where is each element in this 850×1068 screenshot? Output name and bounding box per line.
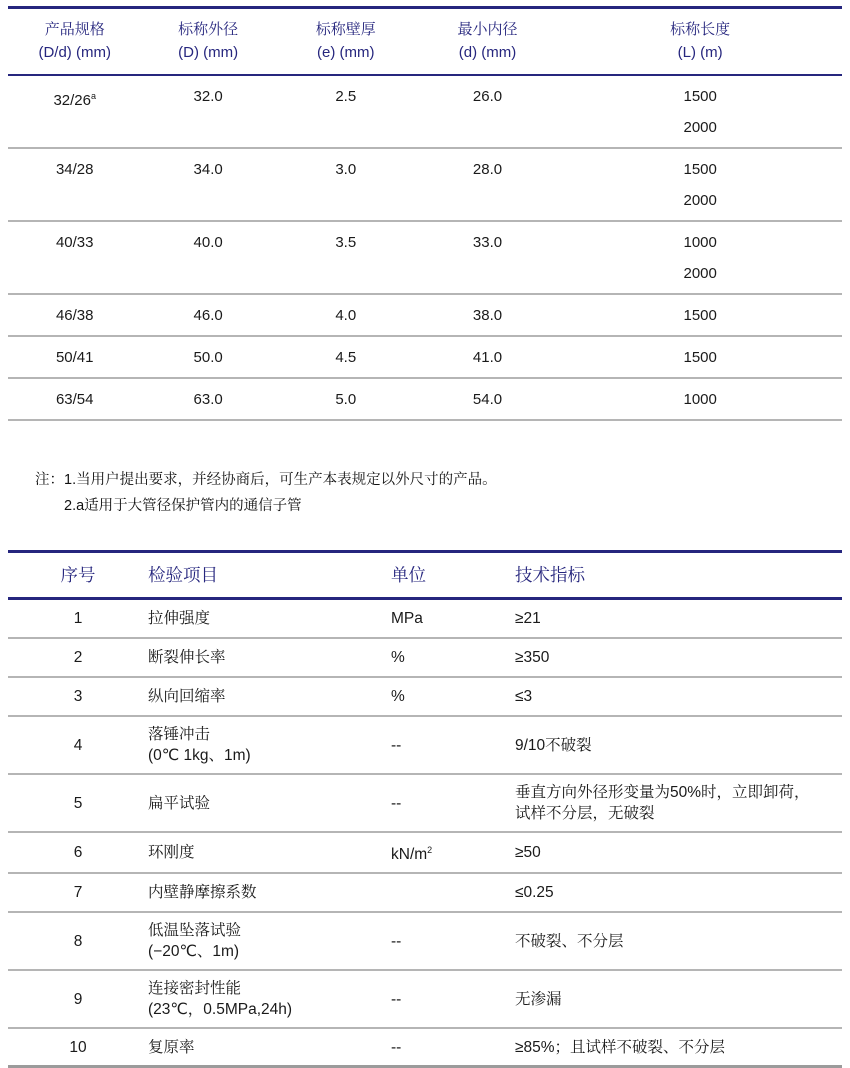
unit-value: MPa: [391, 610, 423, 627]
serial-no: 7: [73, 884, 83, 902]
spec-value: 34/28: [55, 161, 94, 178]
id-cell: 28.0: [472, 161, 503, 178]
unit-value: %: [391, 688, 405, 705]
test-item: [148, 686, 391, 707]
col-header-line2: (D/d) (mm): [38, 44, 111, 61]
test-item-condition: (−20℃、1m): [148, 943, 240, 961]
spec-value: 46/38: [55, 307, 94, 324]
technical-index-line1: ≥350: [515, 649, 550, 666]
serial-no: 4: [73, 736, 83, 754]
serial-no: 1: [73, 610, 83, 627]
table-row: [8, 913, 842, 971]
footnote-line-2: 2.a适用于大管径保护管内的通信子管: [64, 498, 302, 514]
spec-footnote-marker: a: [90, 91, 96, 101]
length-value: 1000: [683, 234, 717, 251]
length-cell: [558, 342, 842, 373]
spec-cell: [8, 342, 141, 373]
col-header-product-spec: [8, 18, 141, 64]
col-header-line2: (e) (mm): [317, 44, 375, 61]
col-header-line1: 标称长度: [670, 21, 731, 38]
length-cell: [558, 81, 842, 143]
col-header-serial-no: 序号: [60, 565, 96, 585]
col-header-line1: 产品规格: [44, 21, 105, 38]
table-row: [8, 717, 842, 775]
serial-no: 5: [73, 794, 83, 812]
length-value: 1500: [683, 161, 717, 178]
technical-index: [515, 931, 842, 952]
col-header-line2: (L) (m): [677, 44, 723, 61]
id-cell: 26.0: [472, 88, 503, 105]
length-value: 1500: [683, 88, 717, 105]
col-header-outer-diameter: [141, 18, 274, 64]
test-item: [148, 920, 391, 962]
col-header-line1: 标称外径: [178, 21, 239, 38]
technical-index: [515, 608, 842, 629]
technical-index-line1: ≥50: [515, 844, 541, 862]
id-cell: 33.0: [472, 234, 503, 251]
test-item: [148, 882, 391, 903]
id-cell: 54.0: [472, 391, 503, 408]
technical-index: [515, 782, 842, 824]
footnote-lines: [64, 467, 497, 519]
test-item-name: 断裂伸长率: [148, 649, 226, 666]
length-cell: [558, 300, 842, 331]
technical-index-line1: 无渗漏: [515, 990, 562, 1008]
length-cell: [558, 154, 842, 216]
od-cell: 34.0: [193, 161, 223, 178]
col-header-test-item: 检验项目: [148, 565, 218, 585]
unit: [391, 989, 515, 1010]
col-header-line2: (d) (mm): [458, 44, 517, 61]
table-row: [8, 337, 842, 379]
table-row: [8, 833, 842, 874]
length-value: 2000: [683, 265, 717, 282]
test-item-condition: (23℃，0.5MPa,24h): [148, 1001, 293, 1019]
serial-no: 9: [73, 990, 83, 1008]
col-header-wall-thickness: [275, 18, 417, 64]
product-spec-table: [8, 6, 842, 421]
unit-value: --: [391, 990, 402, 1008]
test-item: [148, 724, 391, 766]
unit: [391, 686, 515, 707]
spec-value: 32/26: [53, 92, 91, 109]
length-value: 1500: [683, 307, 717, 324]
unit: [391, 793, 515, 814]
table-row: [8, 775, 842, 833]
table-row: [8, 1029, 842, 1068]
spec-cell: [8, 227, 141, 289]
test-item: [148, 842, 391, 863]
length-value: 2000: [683, 192, 717, 209]
od-cell: 32.0: [193, 88, 223, 105]
col-header-unit: 单位: [391, 565, 426, 585]
technical-index: [515, 686, 842, 707]
od-cell: 40.0: [193, 234, 223, 251]
technical-index-line1: 不破裂、不分层: [515, 932, 624, 950]
test-item: [148, 647, 391, 668]
technical-index-line1: ≥21: [515, 610, 541, 627]
length-value: 1500: [683, 349, 717, 366]
test-item-name: 拉伸强度: [148, 610, 211, 627]
table-row: [8, 678, 842, 717]
test-item: [148, 793, 391, 814]
footnote-line-1: 1.当用户提出要求，并经协商后，可生产本表规定以外尺寸的产品。: [64, 472, 497, 488]
col-header-line1: 标称壁厚: [315, 21, 376, 38]
length-value: 1000: [683, 391, 717, 408]
test-item-name: 环刚度: [148, 844, 195, 862]
col-header-technical-index: 技术指标: [515, 565, 585, 585]
technical-index: [515, 842, 842, 863]
unit-value: --: [391, 1038, 402, 1056]
serial-no: 3: [73, 688, 83, 705]
unit: [391, 1037, 515, 1058]
unit: [391, 931, 515, 952]
test-item-name: 内壁静摩擦系数: [148, 884, 257, 902]
unit: [391, 840, 515, 865]
technical-index-line2: 试样不分层，无破裂: [515, 805, 655, 822]
length-cell: [558, 227, 842, 289]
serial-no: 10: [69, 1038, 87, 1056]
technical-index-line1: ≥85%；且试样不破裂、不分层: [515, 1038, 726, 1056]
unit-value: --: [391, 932, 402, 950]
col-header-line2: (D) (mm): [178, 44, 239, 61]
test-item: [148, 608, 391, 629]
test-item: [148, 978, 391, 1020]
table-row: [8, 600, 842, 639]
col-header-min-inner-diameter: [417, 18, 559, 64]
id-cell: 41.0: [472, 349, 503, 366]
table-row: [8, 76, 842, 149]
wall-cell: 4.5: [335, 349, 357, 366]
wall-cell: 5.0: [335, 391, 357, 408]
test-item-name: 落锤冲击: [148, 726, 211, 743]
technical-index: [515, 735, 842, 756]
technical-index-line1: ≤0.25: [515, 884, 554, 902]
technical-index: [515, 647, 842, 668]
test-item-condition: (0℃ 1kg、1m): [148, 747, 251, 764]
test-item-name: 连接密封性能: [148, 980, 242, 998]
product-spec-table-header: [8, 9, 842, 76]
table-row: [8, 379, 842, 421]
col-header-nominal-length: [558, 18, 842, 64]
unit: [391, 608, 515, 629]
test-item-name: 纵向回缩率: [148, 688, 226, 705]
serial-no: 2: [73, 649, 83, 666]
unit-value: %: [391, 649, 405, 666]
spec-cell: [8, 300, 141, 331]
spec-value: 50/41: [55, 349, 94, 366]
wall-cell: 2.5: [335, 88, 357, 105]
length-value: 2000: [683, 119, 717, 136]
inspection-table: [8, 550, 842, 1068]
unit-value: --: [391, 794, 402, 812]
table-row: [8, 874, 842, 913]
length-cell: [558, 384, 842, 415]
spec-cell: [8, 384, 141, 415]
footnote-label: 注：: [35, 472, 64, 488]
unit-value: --: [391, 736, 402, 754]
spec-cell: [8, 154, 141, 216]
test-item-name: 低温坠落试验: [148, 922, 242, 940]
technical-index-line1: 垂直方向外径形变量为50%时，立即卸荷，: [515, 784, 810, 801]
unit-value: kN/m: [391, 846, 428, 864]
serial-no: 6: [73, 844, 83, 862]
footnotes: [35, 467, 842, 519]
od-cell: 63.0: [193, 391, 223, 408]
technical-index: [515, 882, 842, 903]
col-header-line1: 最小内径: [457, 21, 518, 38]
table-row: [8, 295, 842, 337]
test-item-name: 扁平试验: [148, 794, 211, 812]
od-cell: 50.0: [193, 349, 223, 366]
unit: [391, 647, 515, 668]
wall-cell: 4.0: [335, 307, 357, 324]
spec-cell: [8, 81, 141, 143]
od-cell: 46.0: [193, 307, 223, 324]
unit: [391, 735, 515, 756]
test-item-name: 复原率: [148, 1038, 195, 1056]
technical-index-line1: 9/10不破裂: [515, 736, 592, 754]
unit-exponent: 2: [427, 845, 433, 855]
table-row: [8, 639, 842, 678]
inspection-table-header: [8, 553, 842, 600]
technical-index-line1: ≤3: [515, 688, 533, 705]
serial-no: 8: [73, 932, 83, 950]
id-cell: 38.0: [472, 307, 503, 324]
table-row: [8, 222, 842, 295]
technical-index: [515, 989, 842, 1010]
test-item: [148, 1037, 391, 1058]
spec-value: 63/54: [55, 391, 94, 408]
wall-cell: 3.0: [335, 161, 357, 178]
technical-index: [515, 1037, 842, 1058]
spec-value: 40/33: [55, 234, 94, 251]
table-row: [8, 149, 842, 222]
wall-cell: 3.5: [335, 234, 357, 251]
